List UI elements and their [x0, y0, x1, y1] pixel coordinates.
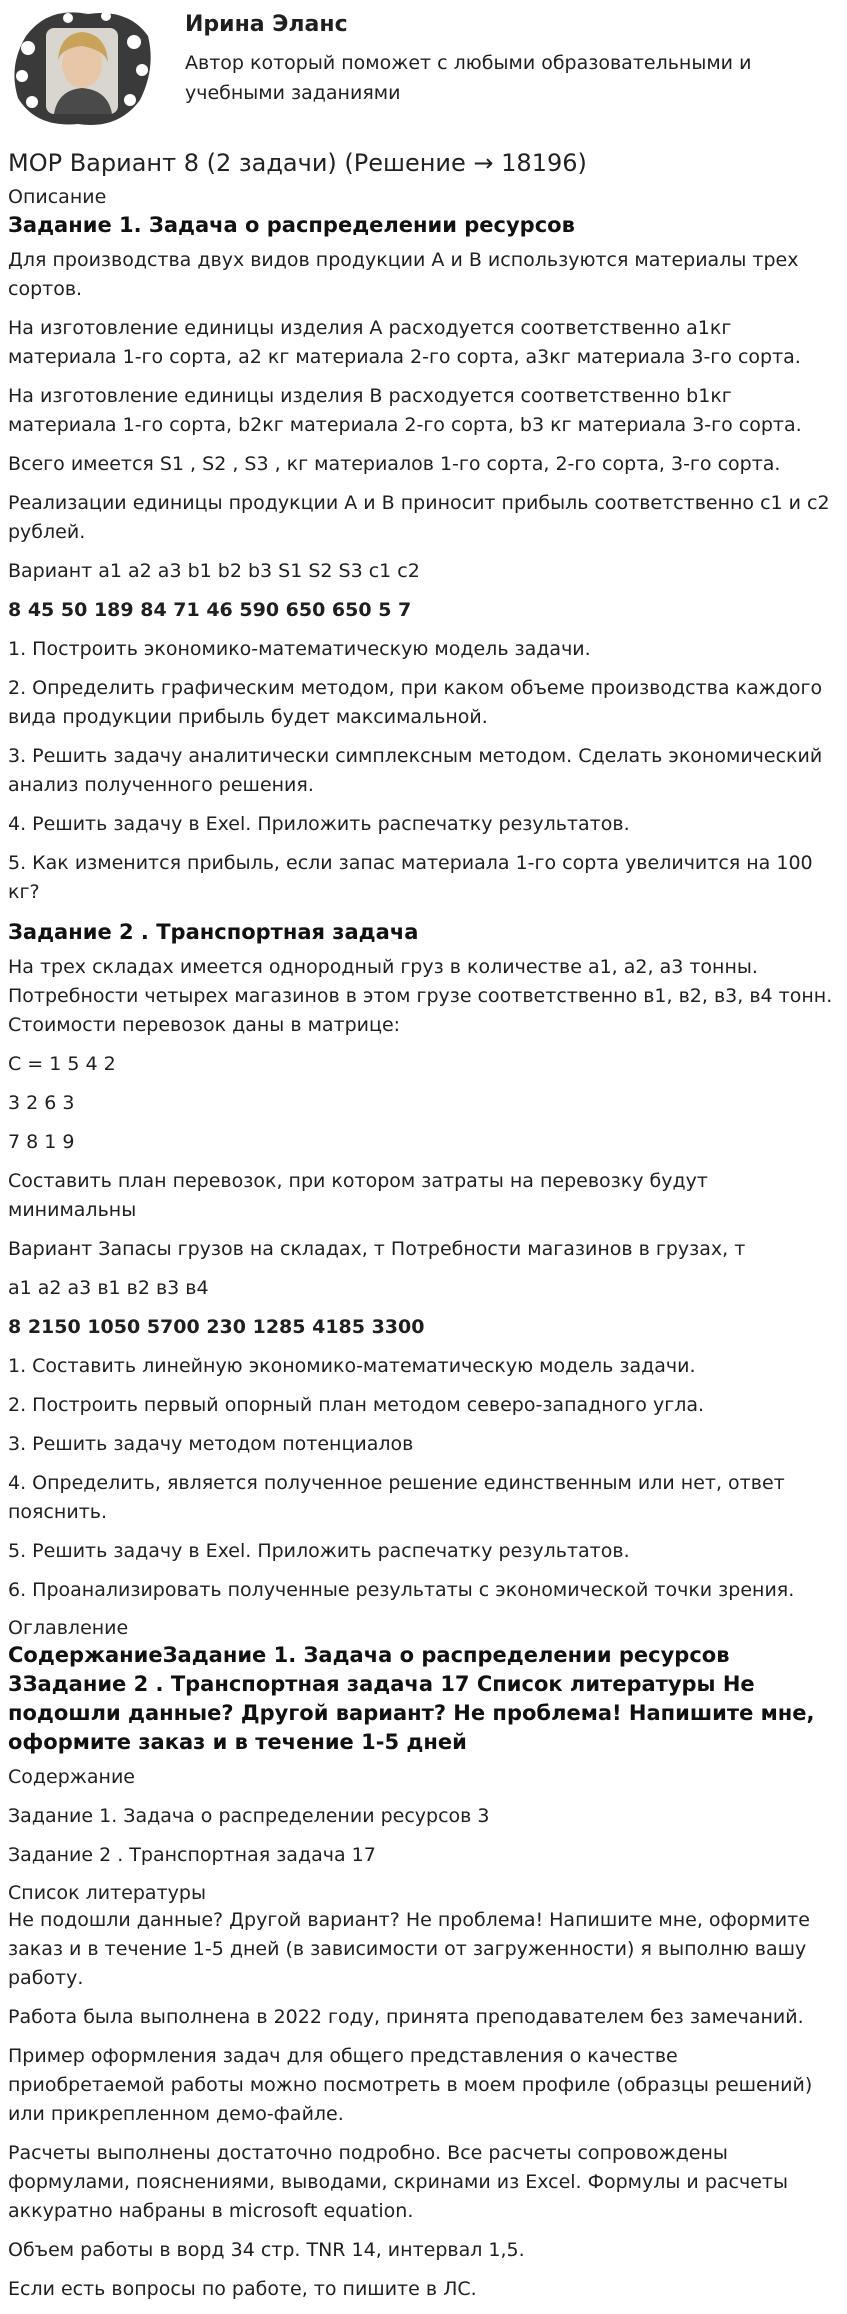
task2-paragraph: На трех складах имеется однородный груз в количестве а1, а2, а3 тонны. Потребности четырех магазинов в этом грузе соответственно в1, в2, в3, в4 тонн. Стоимости перевозок даны в матрице:	[8, 956, 833, 1036]
task2-heading: Задание 2 . Транспортная задача	[8, 920, 419, 944]
task2-question: 3. Решить задачу методом потенциалов	[8, 1433, 414, 1455]
toc-heading: СодержаниеЗадание 1. Задача о распределении ресурсов 3Задание 2 . Транспортная задача 17 Список литературы Не подошли данные? Другой вариант? Не проблема! Напишите мне, оформите заказ и в течение 1-5 дней	[8, 1643, 815, 1754]
footer-paragraph: Не подошли данные? Другой вариант? Не проблема! Напишите мне, оформите заказ и в течение 1-5 дней (в зависимости от загруженности) я выполню вашу работу.	[8, 1909, 810, 1989]
task1-paragraph: Всего имеется S1 , S2 , S3 , кг материалов 1-го сорта, 2-го сорта, 3-го сорта.	[8, 453, 781, 475]
task1-heading: Задание 1. Задача о распределении ресурсов	[8, 213, 575, 237]
task1-variant-values: 8 45 50 189 84 71 46 590 650 650 5 7	[8, 599, 412, 621]
footer-paragraph: Объем работы в ворд 34 стр. TNR 14, интервал 1,5.	[8, 2239, 525, 2261]
task1-paragraph: Для производства двух видов продукции А и В используются материалы трех сортов.	[8, 249, 799, 300]
author-name[interactable]: Ирина Эланс	[185, 12, 348, 37]
cost-matrix-row: С = 1 5 4 2	[8, 1053, 116, 1075]
task1-question: 2. Определить графическим методом, при каком объеме производства каждого вида продукции прибыль будет максимальной.	[8, 677, 823, 728]
cost-matrix-row: 7 8 1 9	[8, 1131, 75, 1153]
task1-question: 3. Решить задачу аналитически симплексным методом. Сделать экономический анализ полученного решения.	[8, 745, 823, 796]
footer-paragraph: Пример оформления задач для общего представления о качестве приобретаемой работы можно посмотреть в моем профиле (образцы решений) или прикрепленном демо-файле.	[8, 2045, 813, 2125]
document-content	[8, 146, 839, 2314]
avatar-image	[8, 6, 153, 130]
cost-matrix-row: 3 2 6 3	[8, 1092, 75, 1114]
task1-paragraph: Реализации единицы продукции А и В приносит прибыль соответственно с1 и с2 рублей.	[8, 492, 830, 543]
task2-question: 5. Решить задачу в Exel. Приложить распечатку результатов.	[8, 1540, 630, 1562]
task2-question: 1. Составить линейную экономико-математическую модель задачи.	[8, 1355, 696, 1377]
task2-paragraph: Составить план перевозок, при котором затраты на перевозку будут минимальны	[8, 1170, 708, 1221]
contents-label: Содержание	[8, 1766, 135, 1788]
description-label: Описание	[8, 186, 107, 208]
author-description: Автор который поможет с любыми образовательными и учебными заданиями	[185, 52, 752, 104]
task2-variant-values: 8 2150 1050 5700 230 1285 4185 3300	[8, 1316, 425, 1338]
task1-question: 1. Построить экономико-математическую модель задачи.	[8, 638, 591, 660]
task1-variant-header: Вариант a1 a2 a3 b1 b2 b3 S1 S2 S3 c1 c2	[8, 560, 420, 582]
task1-question: 5. Как изменится прибыль, если запас материала 1-го сорта увеличится на 100 кг?	[8, 852, 813, 903]
toc-item: Задание 2 . Транспортная задача 17	[8, 1844, 376, 1866]
toc-item: Задание 1. Задача о распределении ресурсов 3	[8, 1805, 490, 1827]
task2-question: 2. Построить первый опорный план методом северо-западного угла.	[8, 1394, 705, 1416]
task2-variant-subheader: а1 а2 а3 в1 в2 в3 в4	[8, 1277, 209, 1299]
task2-question: 6. Проанализировать полученные результаты с экономической точки зрения.	[8, 1579, 795, 1601]
task2-question: 4. Определить, является полученное решение единственным или нет, ответ пояснить.	[8, 1472, 785, 1523]
task1-paragraph: На изготовление единицы изделия А расходуется соответственно а1кг материала 1-го сорта, а2 кг материала 2-го сорта, а3кг материала 3-го сорта.	[8, 317, 801, 368]
footer-paragraph: Если есть вопросы по работе, то пишите в ЛС.	[8, 2278, 477, 2300]
toc-label: Оглавление	[8, 1617, 129, 1639]
task2-variant-header: Вариант Запасы грузов на складах, т Потребности магазинов в грузах, т	[8, 1238, 746, 1260]
literature-label: Список литературы	[8, 1882, 206, 1904]
footer-paragraph: Расчеты выполнены достаточно подробно. Все расчеты сопровождены формулами, пояснениями, выводами, скринами из Excel. Формулы и расчеты аккуратно набраны в microsoft equation.	[8, 2142, 788, 2222]
page-title: МОР Вариант 8 (2 задачи) (Решение → 18196)	[8, 149, 587, 177]
task1-paragraph: На изготовление единицы изделия В расходуется соответственно b1кг материала 1-го сорта, b2кг материала 2-го сорта, b3 кг материала 3-го сорта.	[8, 385, 802, 436]
author-header	[0, 0, 847, 140]
avatar[interactable]	[8, 6, 153, 130]
footer-paragraph: Работа была выполнена в 2022 году, принята преподавателем без замечаний.	[8, 2006, 804, 2028]
task1-question: 4. Решить задачу в Exel. Приложить распечатку результатов.	[8, 813, 630, 835]
